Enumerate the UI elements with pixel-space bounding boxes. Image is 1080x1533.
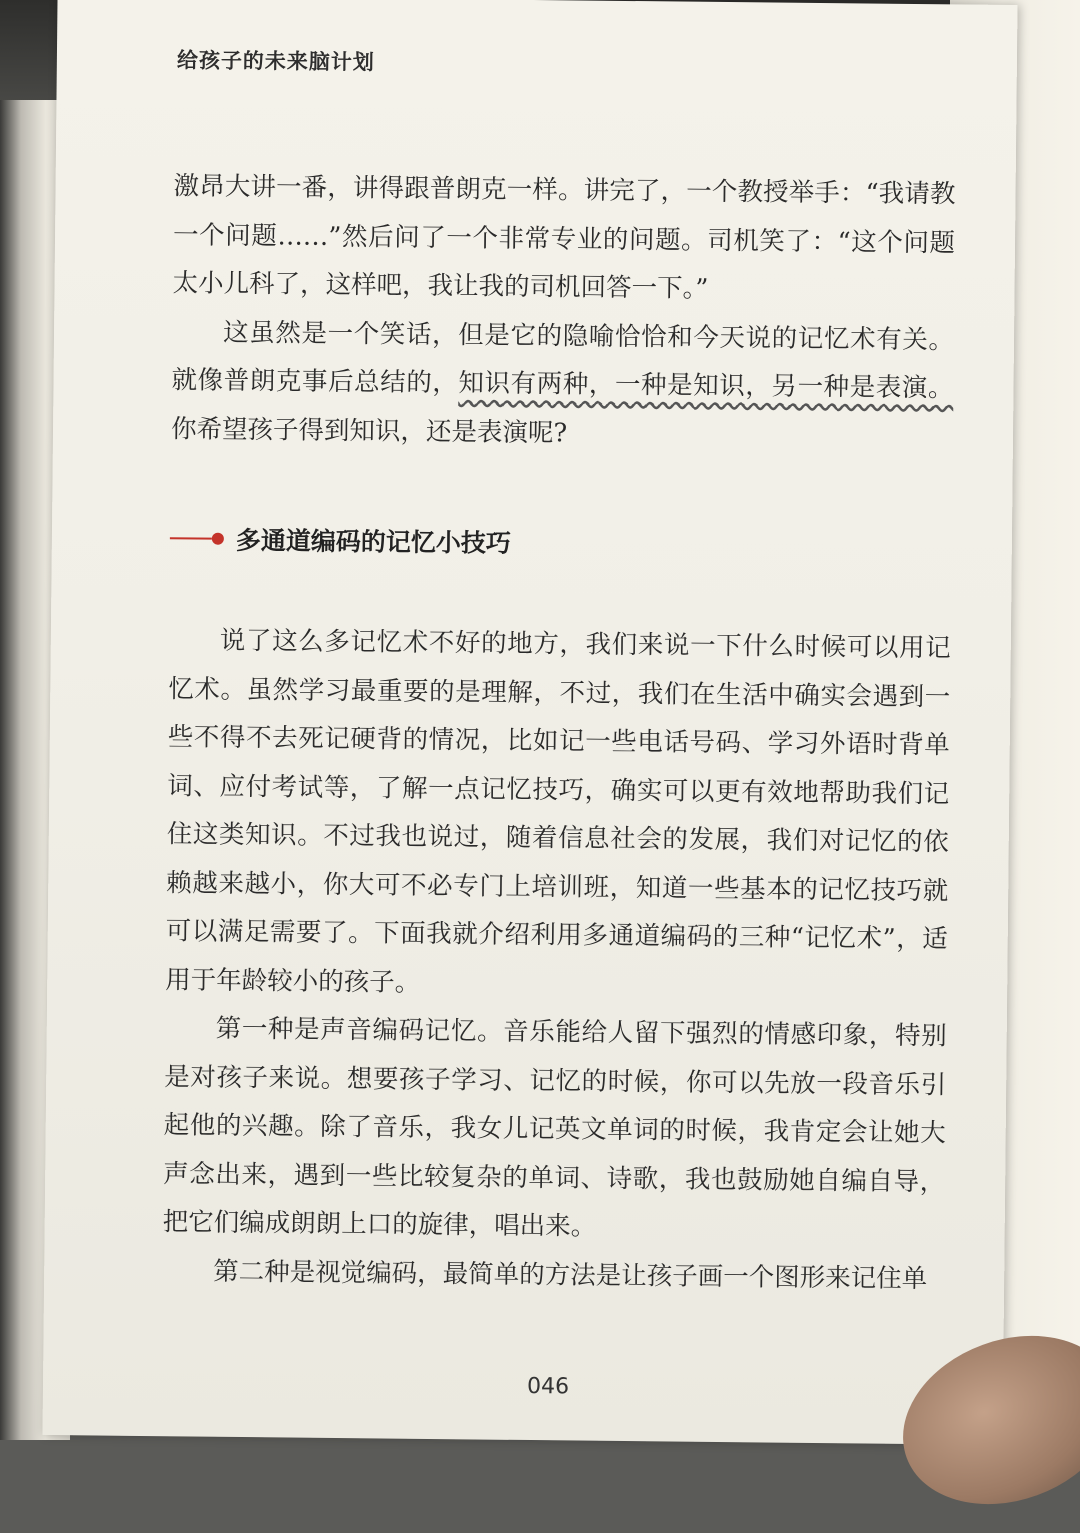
paragraph-text: 这虽然是一个笑话，但是它的隐喻恰恰和今天说的记忆术有关。就像普朗克事后总结的， [171,317,955,399]
underlined-quote: 知识有两种，一种是知识，另一种是表演。 [458,368,954,404]
paragraph-sound-encoding: 第一种是声音编码记忆。音乐能给人留下强烈的情感印象，特别是对孩子来说。想要孩子学习、记忆的时候，你可以先放一段音乐引起他的兴趣。除了音乐，我女儿记英文单词的时候，我肯定会让她大声念出来，遇到一些比较复杂的单词、诗歌，我也鼓励她自编自导，把它们编成朗朗上口的旋律，唱出来。 [162,1013,947,1242]
section-heading-text: 多通道编码的记忆小技巧 [235,525,512,558]
text-block-top [171,162,956,461]
paragraph-visual-encoding: 第二种是视觉编码，最简单的方法是让孩子画一个图形来记住单 [213,1256,928,1294]
paragraph-intro: 说了这么多记忆术不好的地方，我们来说一下什么时候可以用记忆术。虽然学习最重要的是理解，不过，我们在生活中确实会遇到一些不得不去死记硬背的情况，比如记一些电话号码、学习外语时背单词、应付考试等，了解一点记忆技巧，确实可以更有效地帮助我们记住这类知识。不过我也说过，随着信息社会的发展，我们对记忆的依赖越来越小，你大可不必专门上培训班，知道一些基本的记忆技巧就可以满足需要了。下面我就介绍利用多通道编码的三种“记忆术”，适用于年龄较小的孩子。 [165,625,951,998]
paragraph-joke-moral [171,308,954,462]
heading-rule [170,537,212,539]
paragraph-text: 你希望孩子得到知识，还是表演呢? [170,413,568,448]
book-page [42,0,1017,1445]
paragraph-continued: 激昂大讲一番，讲得跟普朗克一样。讲完了，一个教授举手：“我请教一个问题……”然后问了一个非常专业的问题。司机笑了：“这个问题太小儿科了，这样吧，我让我的司机回答一下。” [172,171,956,304]
page-number: 046 [526,1374,570,1400]
text-block-bottom [162,616,951,1303]
section-heading [170,516,511,564]
heading-bullet-icon [212,533,224,545]
running-head: 给孩子的未来脑计划 [176,48,376,75]
